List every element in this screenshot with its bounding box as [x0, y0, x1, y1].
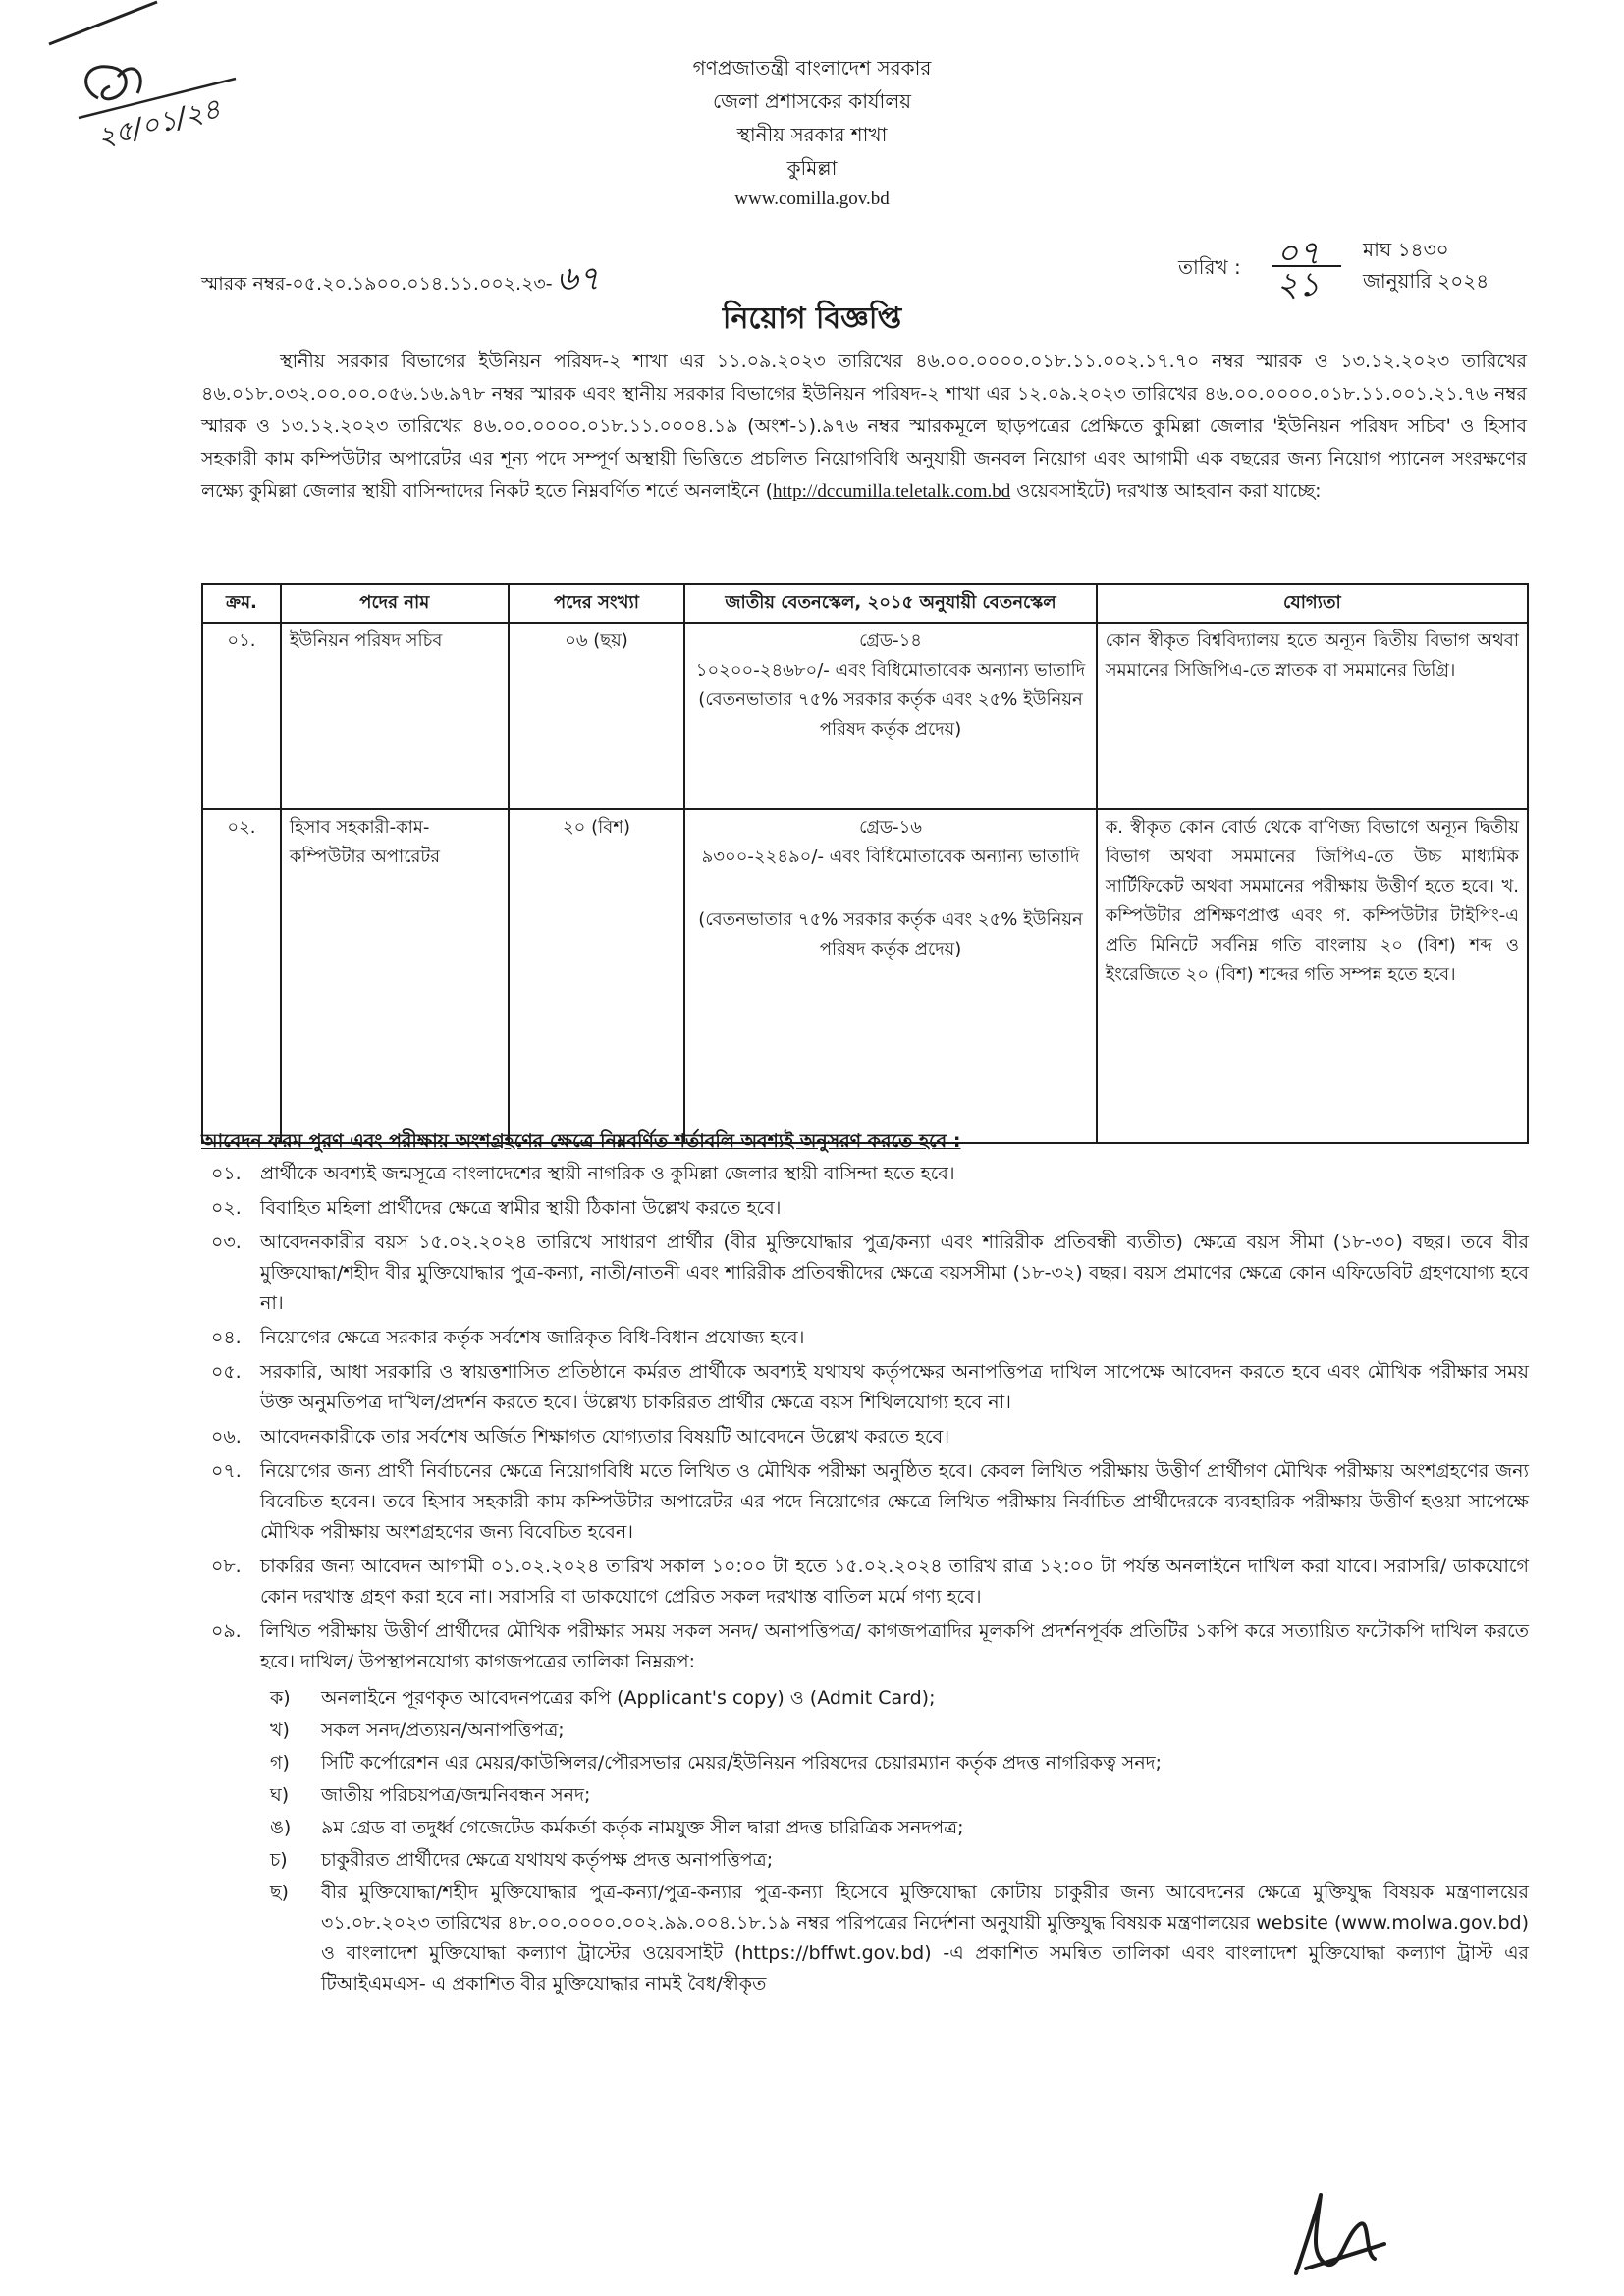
condition-text: নিয়োগের জন্য প্রার্থী নির্বাচনের ক্ষেত্রে নিয়োগবিধি মতে লিখিত ও মৌখিক পরীক্ষা অনুষ্ঠিত হবে। কেবল লিখিত পরীক্ষায় উত্তীর্ণ প্রার্থীগণ মৌখিক পরীক্ষায় অংশগ্রহণের জন্য বিবেচিত হবেন। তবে হিসাব সহকারী কাম কম্পিউটার অপারেটর এর পদে নিয়োগের ক্ষেত্রে লিখিত পরীক্ষায় নির্বাচিত প্রার্থীদেরকে ব্যবহারিক পরীক্ষায় উত্তীর্ণ হওয়া সাপেক্ষে মৌখিক পরীক্ষায় অংশগ্রহণের জন্য বিবেচিত হবেন।	[260, 1460, 1529, 1543]
row-pay-note: (বেতনভাতার ৭৫% সরকার কর্তৃক এবং ২৫% ইউনিয়ন পরিষদ কর্তৃক প্রদেয়)	[698, 909, 1083, 959]
condition-item	[201, 1323, 1529, 1353]
date-month-bangla: মাঘ ১৪৩০	[1363, 238, 1449, 261]
table-header-row	[202, 584, 1528, 623]
document-text: ৯ম গ্রেড বা তদুর্ধ্ব গেজেটেড কর্মকর্তা কর্তৃক নামযুক্ত সীল দ্বারা প্রদত্ত চারিত্রিক সনদপত্র;	[321, 1817, 964, 1838]
condition-number: ০৩.	[211, 1231, 242, 1253]
document-text: সিটি কর্পোরেশন এর মেয়র/কাউন্সিলর/পৌরসভার মেয়র/ইউনিয়ন পরিষদের চেয়ারম্যান কর্তৃক প্রদত্ত নাগরিকত্ব সনদ;	[321, 1752, 1163, 1774]
table-row	[202, 623, 1528, 809]
condition-item	[201, 1422, 1529, 1452]
application-url-link[interactable]: http://dccumilla.teletalk.com.bd	[773, 481, 1011, 502]
header-website: www.comilla.gov.bd	[734, 189, 890, 209]
row-grade: গ্রেড-১৪	[859, 630, 922, 651]
row-post-name: হিসাব সহকারী-কাম-কম্পিউটার অপারেটর	[281, 809, 509, 1143]
condition-item	[201, 1616, 1529, 1999]
condition-text: আবেদনকারীর বয়স ১৫.০২.২০২৪ তারিখে সাধারণ প্রার্থীর (বীর মুক্তিযোদ্ধার পুত্র/কন্যা এবং শারিরীক প্রতিবন্ধী ব্যতীত) ক্ষেত্রে বয়স সীমা (১৮-৩০) বছর। তবে বীর মুক্তিযোদ্ধা/শহীদ বীর মুক্তিযোদ্ধার পুত্র-কন্যা, নাতী/নাতনী এবং শারিরীক প্রতিবন্ধীদের ক্ষেত্রে বয়সসীমা (১৮-৩২) বছর। বয়স প্রমাণের ক্ষেত্রে কোন এফিডেবিট গ্রহণযোগ্য হবে না।	[260, 1231, 1529, 1314]
signature-mark	[1276, 2185, 1394, 2283]
condition-number: ০৪.	[211, 1327, 242, 1348]
row-pay: ১০২০০-২৪৬৮০/- এবং বিধিমোতাবেক অন্যান্য ভাতাদি (বেতনভাতার ৭৫% সরকার কর্তৃক এবং ২৫% ইউনিয়ন পরিষদ কর্তৃক প্রদেয়)	[695, 660, 1086, 739]
document-item	[270, 1683, 1529, 1714]
row-serial: ০১.	[202, 623, 281, 809]
condition-text: আবেদনকারীকে তার সর্বশেষ অর্জিত শিক্ষাগত যোগ্যতার বিষয়টি আবেদনে উল্লেখ করতে হবে।	[260, 1426, 950, 1448]
condition-item	[201, 1456, 1529, 1548]
condition-item	[201, 1228, 1529, 1319]
conditions-heading: আবেদন ফরম পুরণ এবং পরীক্ষায় অংশগ্রহণের ক্ষেত্রে নিম্নবর্ণিত শর্তাবলি অবশ্যই অনুসরণ করতে হবে :	[201, 1130, 961, 1152]
row-qualification: ক. স্বীকৃত কোন বোর্ড থেকে বাণিজ্য বিভাগে অন্যূন দ্বিতীয় বিভাগ অথবা সমমানের জিপিএ-তে উচ্চ মাধ্যমিক সার্টিফিকেট অথবা সমমানের পরীক্ষায় উত্তীর্ণ হতে হবে। খ. কম্পিউটার প্রশিক্ষণপ্রাপ্ত এবং গ. কম্পিউটার টাইপিং-এ প্রতি মিনিটে সর্বনিম্ন গতি বাংলায় ২০ (বিশ) শব্দ ও ইংরেজিতে ২০ (বিশ) শব্দের গতি সম্পন্ন হতে হবে।	[1097, 809, 1528, 1143]
condition-text: সরকারি, আধা সরকারি ও স্বায়ত্তশাসিত প্রতিষ্ঠানে কর্মরত প্রার্থীকে অবশ্যই যথাযথ কর্তৃপক্ষের অনাপত্তিপত্র দাখিল সাপেক্ষে আবেদন করতে হবে এবং মৌখিক পরীক্ষার সময় উক্ত অনুমতিপত্র দাখিল/প্রদর্শন করতে হবে। উল্লেখ্য চাকরিরত প্রার্থীর ক্ষেত্রে বয়স শিথিলযোগ্য হবে না।	[260, 1361, 1529, 1413]
condition-text: চাকরির জন্য আবেদন আগামী ০১.০২.২০২৪ তারিখ সকাল ১০:০০ টা হতে ১৫.০২.২০২৪ তারিখ রাত্র ১২:০০ টা পর্যন্ত অনলাইনে দাখিল করা যাবে। সরাসরি/ ডাকযোগে কোন দরখাস্ত গ্রহণ করা হবে না। সরাসরি বা ডাকযোগে প্রেরিত সকল দরখাস্ত বাতিল মর্মে গণ্য হবে।	[260, 1556, 1529, 1608]
table-row	[202, 809, 1528, 1143]
document-letter: চ)	[270, 1849, 288, 1871]
document-item	[270, 1780, 1529, 1811]
col-pay-scale: জাতীয় বেতনস্কেল, ২০১৫ অনুযায়ী বেতনস্কেল	[684, 584, 1096, 623]
row-post-count: ২০ (বিশ)	[509, 809, 685, 1143]
condition-number: ০২.	[211, 1197, 242, 1219]
condition-item	[201, 1552, 1529, 1613]
office-header	[0, 51, 1624, 214]
condition-text: বিবাহিত মহিলা প্রার্থীদের ক্ষেত্রে স্বামীর স্থায়ী ঠিকানা উল্লেখ করতে হবে।	[260, 1197, 782, 1219]
memo-label: স্মারক নম্বর-০৫.২০.১৯০০.০১৪.১১.০০২.২৩-	[201, 273, 553, 295]
intro-text: স্থানীয় সরকার বিভাগের ইউনিয়ন পরিষদ-২ শাখা এর ১১.০৯.২০২৩ তারিখের ৪৬.০০.০০০০.০১৮.১১.০০২.১৭.৭০ নম্বর স্মারক ও ১৩.১২.২০২৩ তারিখের ৪৬.০১৮.০৩২.০০.০০.০৫৬.১৬.৯৭৮ নম্বর স্মারক এবং স্থানীয় সরকার বিভাগের ইউনিয়ন পরিষদ-২ শাখা এর ১২.০৯.২০২৩ তারিখের ৪৬.০০.০০০০.০১৮.১১.০০১.২১.৭৬ নম্বর স্মারক ও ১৩.১২.২০২৩ তারিখের ৪৬.০০.০০০০.০১৮.১১.০০০৪.১৯ (অংশ-১).৯৭৬ নম্বর স্মারকমূলে ছাড়পত্রের প্রেক্ষিতে কুমিল্লা জেলার 'ইউনিয়ন পরিষদ সচিব' ও হিসাব সহকারী কাম কম্পিউটার অপারেটর এর শূন্য পদে সম্পূর্ণ অস্থায়ী ভিত্তিতে প্রচলিত নিয়োগবিধি অনুযায়ী জনবল নিয়োগ এবং আগামী এক বছরের জন্য নিয়োগ প্যানেল সংরক্ষণের লক্ষ্যে কুমিল্লা জেলার স্থায়ী বাসিন্দাদের নিকট হতে নিম্নবর্ণিত শর্তে অনলাইনে (	[201, 351, 1527, 502]
condition-number: ০৯.	[211, 1620, 242, 1642]
notice-title: নিয়োগ বিজ্ঞপ্তি	[722, 301, 902, 336]
document-text: চাকুরীরত প্রার্থীদের ক্ষেত্রে যথাযথ কর্তৃপক্ষ প্রদত্ত অনাপত্তিপত্র;	[321, 1849, 774, 1871]
document-item	[270, 1748, 1529, 1778]
row-serial: ০২.	[202, 809, 281, 1143]
intro-paragraph	[201, 346, 1527, 508]
date-block	[1178, 234, 1532, 303]
date-day-english: ২১	[1276, 267, 1321, 303]
handwritten-date: ২৫/০১/২৪	[93, 91, 224, 154]
document-letter: ক)	[270, 1687, 291, 1709]
condition-text: প্রার্থীকে অবশ্যই জন্মসূত্রে বাংলাদেশের স্থায়ী নাগরিক ও কুমিল্লা জেলার স্থায়ী বাসিন্দা হতে হবে।	[260, 1163, 955, 1184]
col-post-count: পদের সংখ্যা	[509, 584, 685, 623]
document-item	[270, 1878, 1529, 1999]
row-grade: গ্রেড-১৬	[859, 817, 922, 838]
condition-number: ০৭.	[211, 1460, 242, 1482]
condition-item	[201, 1159, 1529, 1189]
condition-number: ০৫.	[211, 1361, 242, 1383]
document-letter: ঙ)	[270, 1817, 292, 1838]
document-text: জাতীয় পরিচয়পত্র/জন্মনিবন্ধন সনদ;	[321, 1784, 591, 1806]
header-government: গণপ্রজাতন্ত্রী বাংলাদেশ সরকার	[692, 56, 932, 80]
header-district: কুমিল্লা	[786, 156, 838, 180]
condition-number: ০১.	[211, 1163, 242, 1184]
condition-number: ০৮.	[211, 1556, 242, 1577]
col-serial: ক্রম.	[202, 584, 281, 623]
col-post-name: পদের নাম	[281, 584, 509, 623]
intro-tail: ওয়েবসাইটে) দরখাস্ত আহবান করা যাচ্ছে:	[1010, 480, 1322, 502]
condition-number: ০৬.	[211, 1426, 242, 1448]
row-pay: ৯৩০০-২২৪৯০/- এবং বিধিমোতাবেক অন্যান্য ভাতাদি	[701, 847, 1080, 867]
document-item	[270, 1845, 1529, 1876]
document-item	[270, 1813, 1529, 1843]
row-post-count: ০৬ (ছয়)	[509, 623, 685, 809]
document-letter: গ)	[270, 1752, 290, 1774]
document-letter: খ)	[270, 1720, 290, 1741]
document-item	[270, 1716, 1529, 1746]
conditions-list	[201, 1159, 1529, 2003]
condition-text: নিয়োগের ক্ষেত্রে সরকার কর্তৃক সর্বশেষ জারিকৃত বিধি-বিধান প্রযোজ্য হবে।	[260, 1327, 805, 1348]
memo-handwritten-number: ৬৭	[556, 261, 600, 298]
document-text: বীর মুক্তিযোদ্ধা/শহীদ মুক্তিযোদ্ধার পুত্র-কন্যা/পুত্র-কন্যার পুত্র-কন্যা হিসেবে মুক্তিযোদ্ধা কোটায় চাকুরীর জন্য আবেদনের ক্ষেত্রে মুক্তিযুদ্ধ বিষয়ক মন্ত্রণালয়ের ৩১.০৮.২০২৩ তারিখের ৪৮.০০.০০০০.০০২.৯৯.০০৪.১৮.১৯ নম্বর পরিপত্রের নির্দেশনা অনুযায়ী মুক্তিযুদ্ধ বিষয়ক মন্ত্রণালয়ের website (www.molwa.gov.bd) ও বাংলাদেশ মুক্তিযোদ্ধা কল্যাণ ট্রাস্টের ওয়েবসাইট (https://bffwt.gov.bd) -এ প্রকাশিত সমন্বিত তালিকা এবং বাংলাদেশ মুক্তিযোদ্ধা কল্যাণ ট্রাস্ট এর টিআইএমএস- এ প্রকাশিত বীর মুক্তিযোদ্ধার নামই বৈধ/স্বীকৃত	[321, 1882, 1529, 1995]
condition-item	[201, 1193, 1529, 1224]
row-qualification: কোন স্বীকৃত বিশ্ববিদ্যালয় হতে অন্যূন দ্বিতীয় বিভাগ অথবা সমমানের সিজিপিএ-তে স্নাতক বা সমমানের ডিগ্রি।	[1097, 623, 1528, 809]
condition-text: লিখিত পরীক্ষায় উত্তীর্ণ প্রার্থীদের মৌখিক পরীক্ষার সময় সকল সনদ/ অনাপত্তিপত্র/ কাগজপত্রাদির মূলকপি প্রদর্শনপূর্বক প্রতিটির ১কপি করে সত্যায়িত ফটোকপি দাখিল করতে হবে। দাখিল/ উপস্থাপনযোগ্য কাগজপত্রের তালিকা নিম্নরূপ:	[260, 1620, 1529, 1672]
posts-table	[201, 583, 1529, 1144]
documents-list	[270, 1683, 1529, 1999]
header-office: জেলা প্রশাসকের কার্যালয়	[712, 89, 912, 113]
row-post-name: ইউনিয়ন পরিষদ সচিব	[281, 623, 509, 809]
condition-item	[201, 1357, 1529, 1418]
document-letter: ছ)	[270, 1882, 289, 1903]
header-branch: স্থানীয় সরকার শাখা	[736, 123, 888, 146]
document-text: সকল সনদ/প্রত্যয়ন/অনাপত্তিপত্র;	[321, 1720, 565, 1741]
col-qualification: যোগ্যতা	[1097, 584, 1528, 623]
document-letter: ঘ)	[270, 1784, 290, 1806]
row-pay-scale	[684, 623, 1096, 809]
date-day-bangla: ০৭	[1276, 236, 1321, 272]
row-pay-scale	[684, 809, 1096, 1143]
date-label: তারিখ :	[1178, 255, 1241, 279]
document-text: অনলাইনে পূরণকৃত আবেদনপত্রের কপি (Applicant's copy) ও (Admit Card);	[321, 1687, 936, 1709]
date-month-english: জানুয়ারি ২০২৪	[1363, 269, 1489, 293]
